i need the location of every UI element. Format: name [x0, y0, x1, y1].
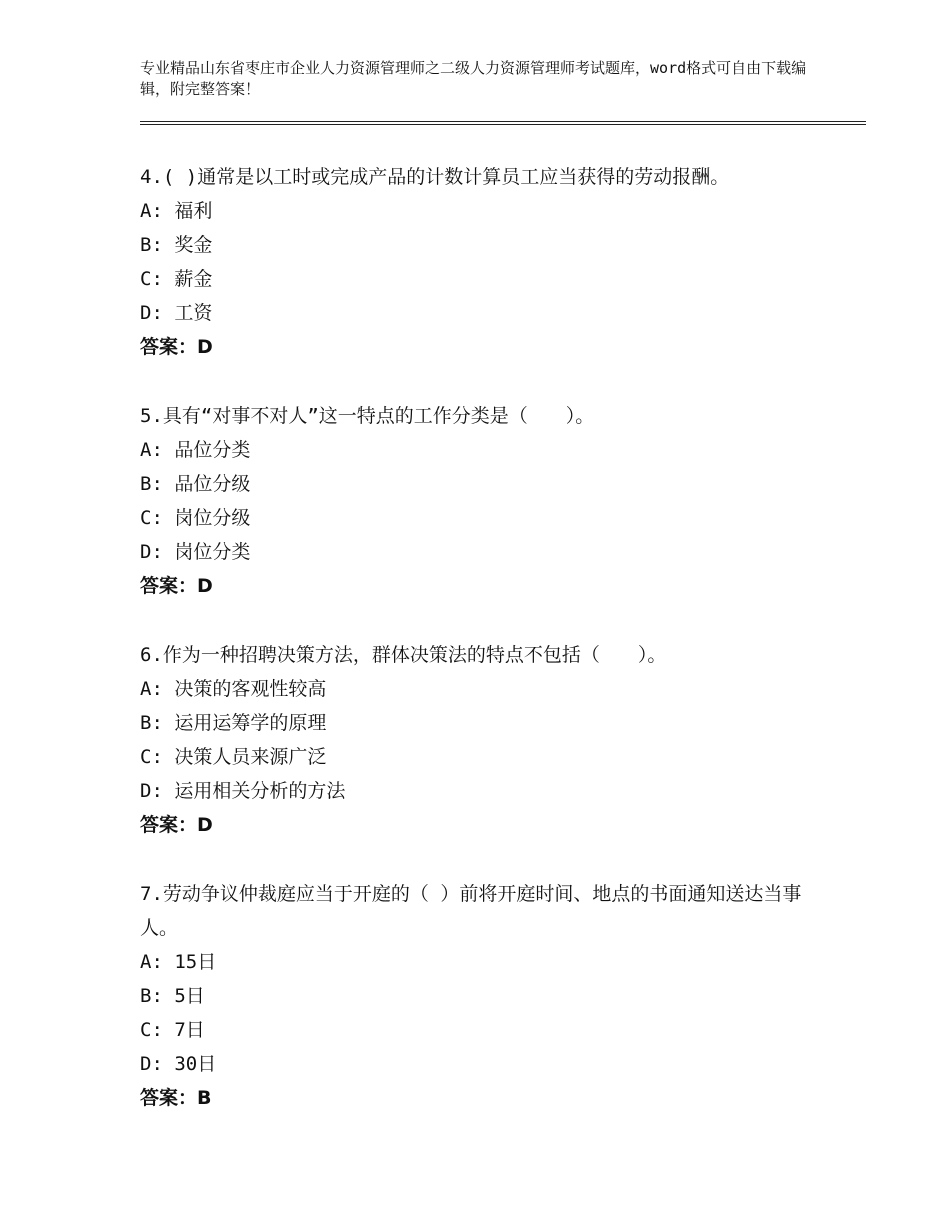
- option-b: B: 运用运筹学的原理: [140, 712, 327, 734]
- question-stem: 4.( )通常是以工时或完成产品的计数计算员工应当获得的劳动报酬。: [140, 166, 730, 188]
- question-stem: 7.劳动争议仲裁庭应当于开庭的（ ）前将开庭时间、地点的书面通知送达当事人。: [140, 883, 802, 939]
- option-c: C: 薪金: [140, 268, 213, 290]
- answer-label: 答案：D: [140, 336, 213, 358]
- option-c: C: 岗位分级: [140, 507, 251, 529]
- question-5: [140, 399, 830, 603]
- question-stem: 5.具有“对事不对人”这一特点的工作分类是（ ）。: [140, 405, 595, 427]
- option-d: D: 岗位分类: [140, 541, 251, 563]
- option-b: B: 5日: [140, 985, 205, 1007]
- option-c: C: 决策人员来源广泛: [140, 746, 327, 768]
- option-d: D: 30日: [140, 1053, 217, 1075]
- question-stem: 6.作为一种招聘决策方法，群体决策法的特点不包括（ ）。: [140, 644, 667, 666]
- header-divider-top: [140, 121, 866, 122]
- option-a: A: 15日: [140, 951, 217, 973]
- option-a: A: 决策的客观性较高: [140, 678, 327, 700]
- option-b: B: 奖金: [140, 234, 213, 256]
- header-divider-bottom: [140, 124, 866, 125]
- option-c: C: 7日: [140, 1019, 205, 1041]
- option-a: A: 福利: [140, 200, 213, 222]
- answer-label: 答案：D: [140, 575, 213, 597]
- document-header: 专业精品山东省枣庄市企业人力资源管理师之二级人力资源管理师考试题库，word格式可自由下载编辑，附完整答案！: [140, 59, 807, 98]
- question-7: [140, 877, 830, 1115]
- option-a: A: 品位分类: [140, 439, 251, 461]
- option-d: D: 工资: [140, 302, 213, 324]
- question-6: [140, 638, 830, 842]
- answer-label: 答案：B: [140, 1087, 212, 1109]
- answer-label: 答案：D: [140, 814, 213, 836]
- option-d: D: 运用相关分析的方法: [140, 780, 346, 802]
- option-b: B: 品位分级: [140, 473, 251, 495]
- question-4: [140, 160, 830, 364]
